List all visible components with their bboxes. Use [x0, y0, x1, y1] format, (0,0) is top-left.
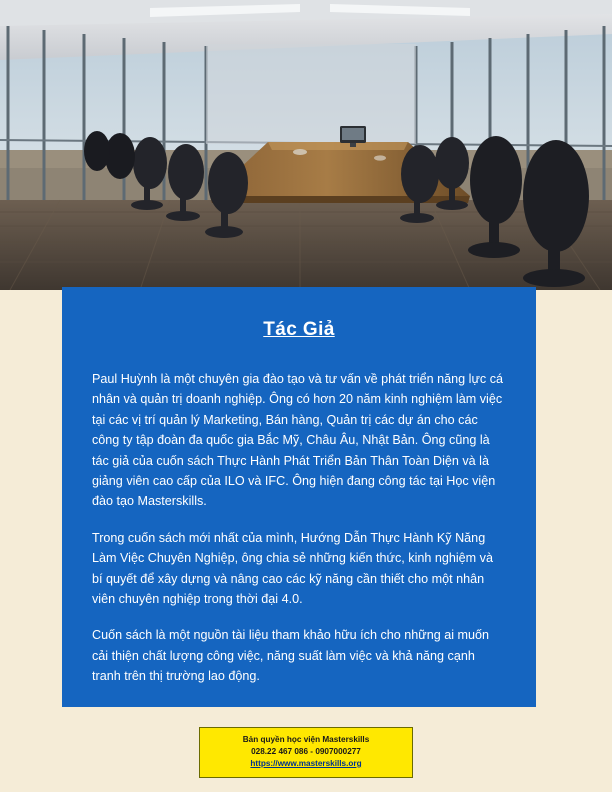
- boardroom-photo: [0, 0, 612, 290]
- footer-line-copyright: Bản quyền học viện Masterskills: [242, 735, 370, 744]
- bio-paragraph-3: Cuốn sách là một nguồn tài liệu tham khảo hữu ích cho những ai muốn cải thiện chất lượng công việc, năng suất làm việc và khả năng cạnh tranh trên thị trường lao động.: [92, 628, 490, 684]
- footer-copyright-box: [199, 727, 413, 778]
- footer-line-phone: 028.22 467 086 - 0907000277: [251, 746, 361, 756]
- bio-paragraph-1: Paul Huỳnh là một chuyên gia đào tạo và tư vấn về phát triển năng lực cá nhân và quản trị doanh nghiệp. Ông có hơn 20 năm kinh nghiệm làm việc tại các vị trí quản lý Marketing, Bán hàng, Quản trị các dự án cho các công ty tập đoàn đa quốc gia Bắc Mỹ, Châu Âu, Nhật Bản. Ông cũng là tác giả của cuốn sách Thực Hành Phát Triển Bản Thân Toàn Diện và là giảng viên cao cấp của ILO và IFC. Ông hiện đang công tác tại Học viện đào tạo Masterskills.: [92, 372, 504, 509]
- bio-paragraph-2: Trong cuốn sách mới nhất của mình, Hướng Dẫn Thực Hành Kỹ Năng Làm Việc Chuyên Nghiệp, ông chia sẻ những kiến thức, kinh nghiệm và bí quyết để xây dựng và nâng cao các kỹ năng cần thiết cho một nhân viên chuyên nghiệp trong thời đại 4.0.: [92, 530, 493, 606]
- author-panel: [62, 287, 536, 707]
- author-bio: [92, 369, 506, 686]
- panel-title: Tác Giả: [263, 319, 335, 340]
- footer-line-website[interactable]: https://www.masterskills.org: [250, 758, 362, 768]
